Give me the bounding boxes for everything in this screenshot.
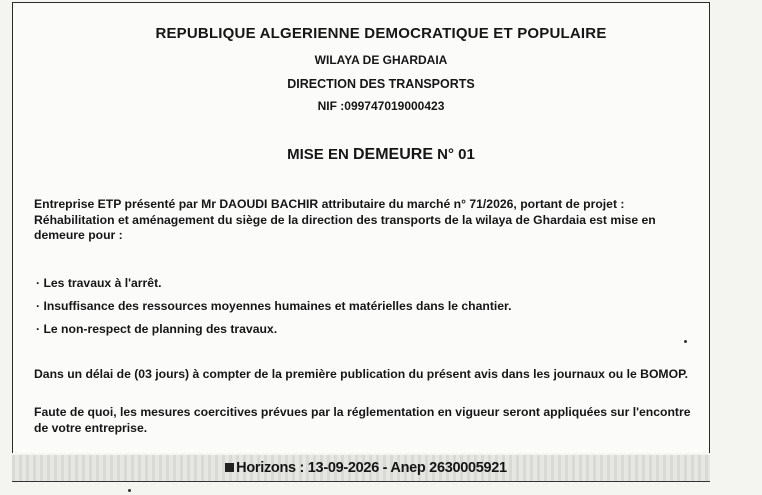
direction-heading: DIRECTION DES TRANSPORTS: [287, 77, 475, 91]
scan-speck: [684, 340, 687, 343]
nif-number: NIF :099747019000423: [317, 99, 445, 113]
footer-text: Horizons : 13-09-2026 - Anep 2630005921: [236, 460, 507, 476]
intro-paragraph: Entreprise ETP présenté par Mr DAOUDI BACHIR attributaire du marché n° 71/2026, portant de projet : Réhabilitation et aménagement du siège de la direction des transports de la wilaya de Ghardaia est mise en demeure pour :: [34, 197, 656, 242]
notice-title: [0, 146, 762, 164]
deadline-paragraph: Dans un délai de (03 jours) à compter de la première publication du présent avis dans les journaux ou le BOMOP.: [34, 367, 689, 381]
consequence-paragraph: Faute de quoi, les mesures coercitives prévues par la réglementation en vigueur seront appliquées sur l'encontre de votre entreprise.: [34, 405, 691, 435]
bullet-item: · Les travaux à l'arrêt.: [36, 276, 162, 290]
title-main: DEMEURE: [352, 146, 433, 163]
country-heading: REPUBLIQUE ALGERIENNE DEMOCRATIQUE ET POPULAIRE: [155, 25, 607, 42]
title-suffix: N° 01: [433, 146, 475, 163]
bullet-item: · Insuffisance des ressources moyennes humaines et matérielles dans le chantier.: [36, 299, 512, 313]
scan-speck: [128, 489, 131, 492]
wilaya-heading: WILAYA DE GHARDAIA: [314, 53, 448, 67]
title-prefix: MISE EN: [287, 146, 353, 163]
bullet-item: · Le non-respect de planning des travaux.: [36, 322, 278, 336]
square-bullet-icon: [225, 463, 234, 472]
footer-caption: [0, 460, 732, 476]
